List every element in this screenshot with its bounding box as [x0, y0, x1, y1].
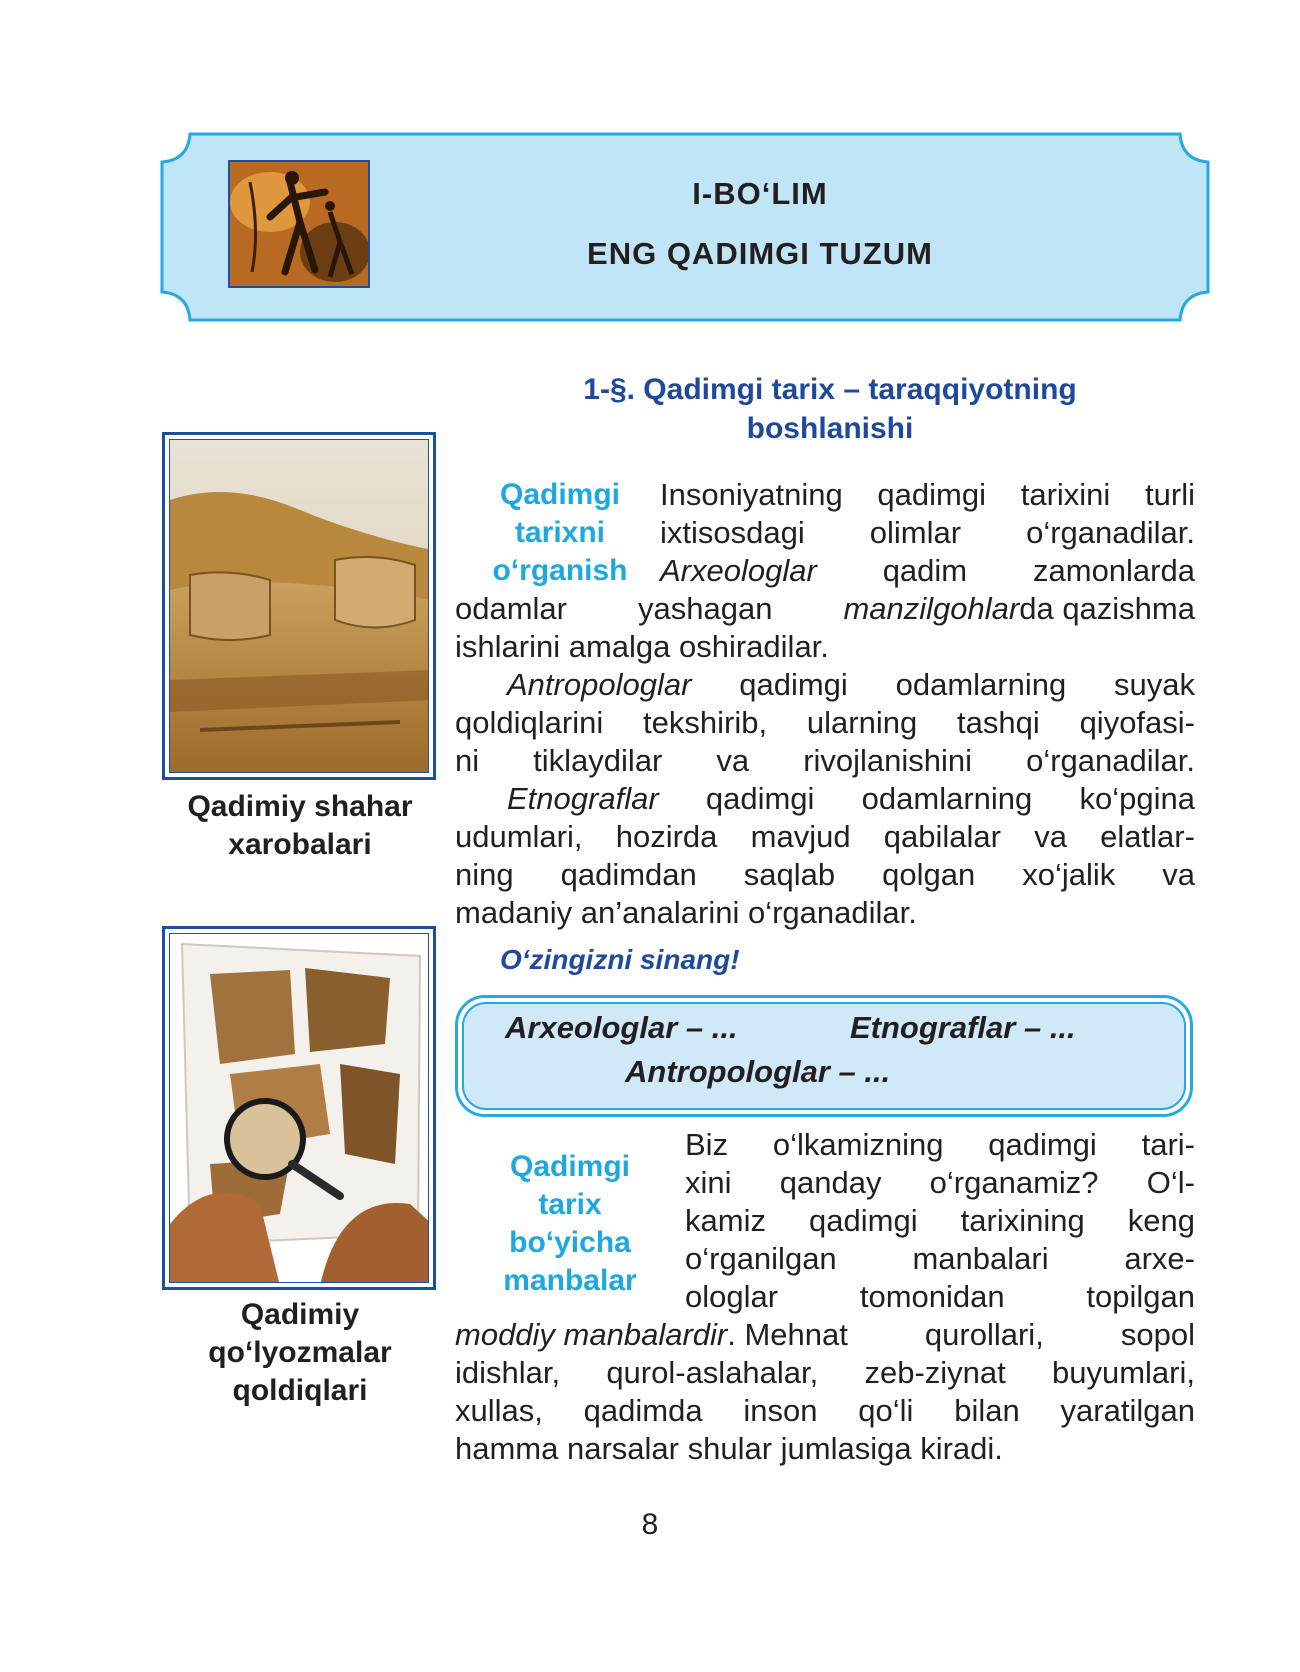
text-word: O‘l- — [1146, 1165, 1195, 1200]
text-word: ologlar — [685, 1279, 779, 1314]
text-word: qurollari, — [924, 1317, 1044, 1352]
text-word: . Mehnat — [727, 1317, 848, 1352]
text-line — [455, 856, 1195, 894]
text-line — [455, 666, 1195, 704]
text-word: o‘lkamizning — [772, 1127, 944, 1162]
text-line — [685, 1126, 1195, 1164]
text-word: qurol-aslahalar, — [606, 1355, 819, 1390]
text-word: Insoniyatning — [660, 477, 843, 512]
text-line — [455, 1392, 1195, 1430]
text-word: qadimgi — [705, 781, 815, 816]
text-line — [455, 818, 1195, 856]
section-title-heading: ENG QADIMGI TUZUM — [587, 236, 933, 271]
text-word: tomonidan — [859, 1279, 1005, 1314]
text-word: manzilgohlar — [843, 591, 1020, 626]
text-line — [685, 1278, 1195, 1316]
text-word: tiklaydilar — [533, 743, 663, 778]
text-word: va — [1162, 857, 1195, 892]
ruins-photo-icon — [169, 439, 429, 773]
text-word: va — [716, 743, 750, 778]
text-word: ishlarini amalga oshiradilar. — [455, 629, 829, 664]
side-heading-line: tarixni — [514, 516, 606, 549]
text-word: yashagan — [638, 591, 773, 626]
text-line — [455, 894, 1195, 932]
text-line — [660, 552, 1195, 590]
text-word: zamonlarda — [1033, 553, 1195, 588]
text-word: o‘rganadilar. — [1026, 743, 1195, 778]
paragraph-title-line1: 1-§. Qadimgi tarix – taraqqiyotning — [583, 373, 1077, 406]
text-word: suyak — [1114, 667, 1195, 702]
text-line — [685, 1202, 1195, 1240]
text-word: turli — [1145, 477, 1195, 512]
text-word: ko‘pgina — [1079, 781, 1195, 816]
text-word: tarixini — [1020, 477, 1111, 512]
text-word: qiyofasi- — [1079, 705, 1195, 740]
text-line — [455, 780, 1195, 818]
text-word: ularning — [806, 705, 918, 740]
text-word: qadimgi — [809, 1203, 918, 1238]
manuscript-photo-icon — [169, 933, 429, 1283]
text-word: xini — [685, 1165, 732, 1200]
text-word: odamlarning — [895, 667, 1067, 702]
text-word: rivojlanishini — [803, 743, 973, 778]
text-word: qo‘li — [858, 1393, 914, 1428]
text-word: da qazishma — [1019, 591, 1195, 626]
text-word: olimlar — [869, 515, 962, 550]
text-word: qadim — [882, 553, 968, 588]
test-item-anthropologists: Antropologlar – ... — [625, 1054, 891, 1089]
text-word: ning — [455, 857, 514, 892]
banner-illustration-icon — [228, 160, 370, 288]
text-word: qanday — [779, 1165, 882, 1200]
text-line — [455, 742, 1195, 780]
text-word: qolgan — [882, 857, 976, 892]
text-word: va — [1034, 819, 1067, 854]
side-heading-line: Qadimgi — [509, 1150, 630, 1183]
text-word: hamma narsalar shular jumlasiga kiradi. — [455, 1431, 1003, 1466]
test-yourself-label: O‘zingizni sinang! — [500, 944, 740, 975]
text-word: hozirda — [615, 819, 718, 854]
paragraph-title — [500, 370, 1160, 448]
manuscript-caption-line1: Qadimiy — [240, 1298, 360, 1331]
text-line — [660, 514, 1195, 552]
text-word: manbalari — [912, 1241, 1049, 1276]
text-word: xo‘jalik — [1022, 857, 1116, 892]
ruins-caption-line1: Qadimiy shahar — [187, 790, 413, 823]
text-word: keng — [1127, 1203, 1195, 1238]
text-word: odamlarning — [861, 781, 1033, 816]
text-word: tarixining — [960, 1203, 1085, 1238]
side-heading-line: manbalar — [503, 1264, 637, 1297]
manuscript-caption-line2: qo‘lyozmalar — [208, 1336, 392, 1369]
text-word: qabilalar — [883, 819, 1001, 854]
side-heading-line: Qadimgi — [499, 478, 620, 511]
text-word: o‘rganadilar. — [1026, 515, 1195, 550]
text-word: idishlar, — [455, 1355, 561, 1390]
text-word: arxe- — [1124, 1241, 1195, 1276]
text-word: zeb-ziynat — [864, 1355, 1006, 1390]
text-word: qadimgi — [988, 1127, 1097, 1162]
ruins-caption — [150, 788, 450, 864]
ruins-caption-line2: xarobalari — [228, 828, 372, 861]
side-heading-line: bo‘yicha — [509, 1226, 631, 1259]
manuscript-figure — [162, 926, 436, 1290]
text-line — [455, 628, 1195, 666]
text-word: qadimdan — [560, 857, 697, 892]
test-item-ethnographers: Etnograflar – ... — [850, 1010, 1076, 1045]
page-number: 8 — [641, 1508, 659, 1541]
paragraph-title-line2: boshlanishi — [746, 412, 914, 445]
section-number-heading: I-BO‘LIM — [692, 176, 828, 211]
text-word: tekshirib, — [643, 705, 768, 740]
text-word: o‘rganilgan — [685, 1241, 837, 1276]
text-line — [660, 476, 1195, 514]
text-word: Biz — [685, 1127, 729, 1162]
text-word: Antropologlar — [507, 667, 692, 702]
text-word: sopol — [1120, 1317, 1195, 1352]
test-item-archaeologists: Arxeologlar – ... — [505, 1010, 738, 1045]
text-word: udumlari, — [455, 819, 583, 854]
text-line — [455, 1316, 1195, 1354]
text-word: bilan — [954, 1393, 1020, 1428]
text-word: kamiz — [685, 1203, 766, 1238]
text-word: o‘rganamiz? — [929, 1165, 1099, 1200]
text-word: odamlar — [455, 591, 567, 626]
text-word: elatlar- — [1100, 819, 1195, 854]
text-word: moddiy manbalardir — [455, 1317, 728, 1352]
manuscript-caption — [150, 1296, 450, 1410]
text-word — [843, 590, 1195, 628]
text-word: qadimda — [583, 1393, 703, 1428]
manuscript-caption-line3: qoldiqlari — [232, 1374, 368, 1407]
text-word: qadimgi — [877, 477, 986, 512]
text-word — [455, 1316, 848, 1354]
text-line — [455, 1430, 1195, 1468]
text-line — [455, 1354, 1195, 1392]
text-word: qadimgi — [739, 667, 848, 702]
ruins-figure — [162, 432, 436, 780]
text-word: inson — [743, 1393, 818, 1428]
text-word: topilgan — [1086, 1279, 1195, 1314]
text-word: qoldiqlarini — [455, 705, 604, 740]
text-word: yaratilgan — [1060, 1393, 1195, 1428]
text-line — [455, 590, 1195, 628]
text-word: madaniy an’analarini o‘rganadilar. — [455, 895, 917, 930]
text-word: buyumlari, — [1051, 1355, 1195, 1390]
body-paragraph-specialists — [455, 476, 1195, 932]
text-word: ni — [455, 743, 480, 778]
text-line — [685, 1164, 1195, 1202]
text-word: mavjud — [750, 819, 851, 854]
text-line — [685, 1240, 1195, 1278]
text-word: saqlab — [743, 857, 836, 892]
text-line — [455, 704, 1195, 742]
text-word: Etnograflar — [507, 781, 659, 816]
side-heading-line: o‘rganish — [492, 554, 628, 587]
side-heading-line: tarix — [538, 1188, 602, 1221]
body-paragraph-sources — [455, 1126, 1195, 1468]
text-word: tashqi — [957, 705, 1040, 740]
text-word: Arxeologlar — [660, 553, 817, 588]
text-word: ixtisosdagi — [660, 515, 805, 550]
text-word: tari- — [1141, 1127, 1195, 1162]
text-word: xullas, — [455, 1393, 543, 1428]
